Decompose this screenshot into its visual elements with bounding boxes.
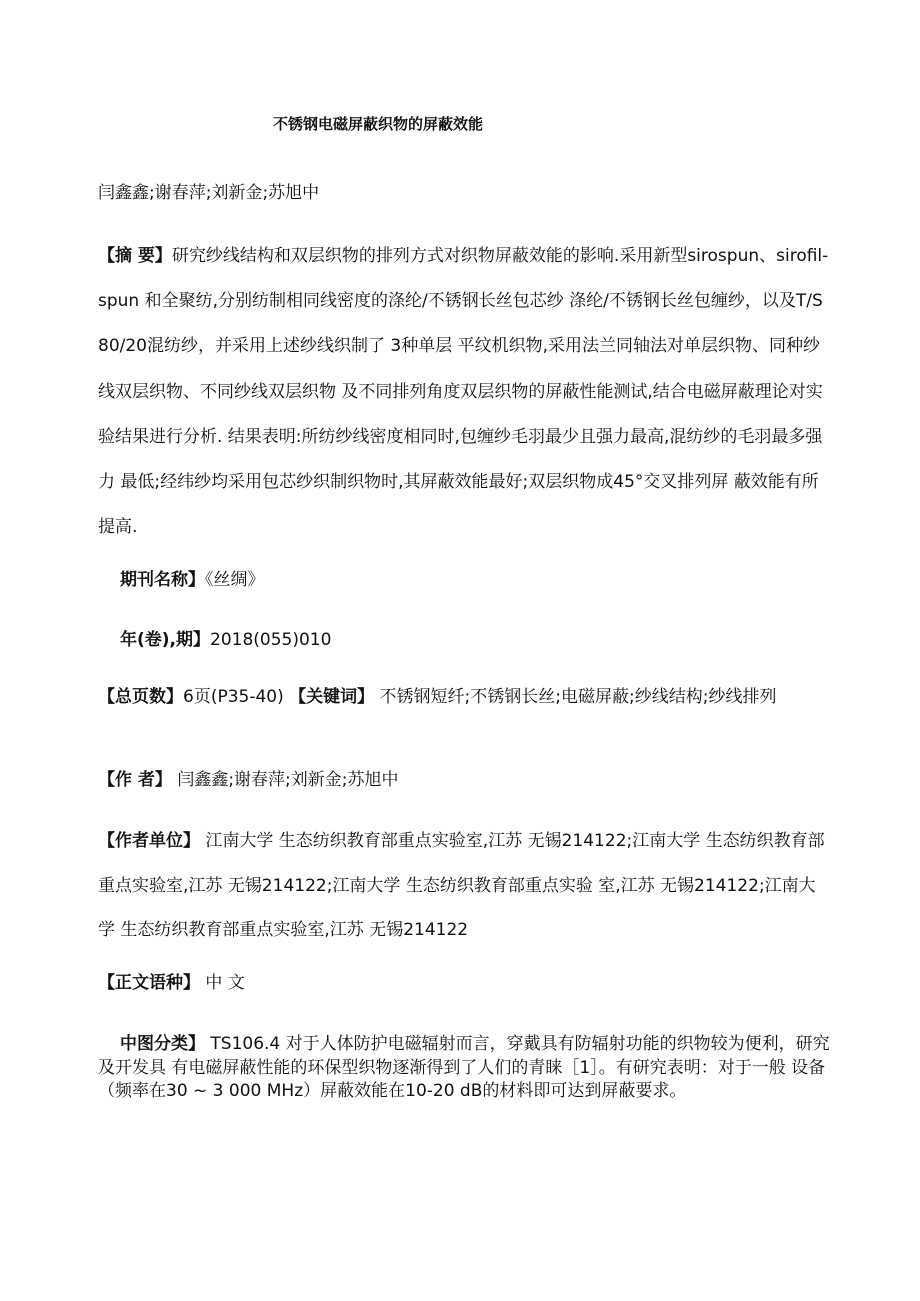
author-row [98,765,399,790]
affiliation-label: 【作者单位】 [98,831,200,851]
pages-label: 【总页数】 [98,687,183,707]
year-label: 年(卷),期】 [120,630,210,650]
affiliation-value: 江南大学 生态纺织教育部重点实验室,江苏 无锡214122;江南大学 生态纺织教育部重点实验室,江苏 无锡214122;江南大学 生态纺织教育部重点实验 室,江苏 无锡214122;江南大学 生态纺织教育部重点实验室,江苏 无锡214122 [98,831,825,940]
author-label: 【作 者】 [98,770,172,790]
author-value: 闫鑫鑫;谢春萍;刘新金;苏旭中 [171,770,399,790]
language-label: 【正文语种】 [98,973,200,993]
year-value: 2018(055)010 [210,630,332,650]
abstract-text: 研究纱线结构和双层织物的排列方式对织物屏蔽效能的影响.采用新型sirospun、sirofil-spun 和全聚纺,分别纺制相同线密度的涤纶/不锈钢长丝包芯纱 涤纶/不锈钢长丝包缠纱，以及T/S 80/20混纺纱，并采用上述纱线织制了 3种单层 平纹机织物,采用法兰同轴法对单层织物、同种纱线双层织物、不同纱线双层织物 及不同排列角度双层织物的屏蔽性能测试,结合电磁屏蔽理论对实验结果进行分析. 结果表明:所纺纱线密度相同时,包缠纱毛羽最少且强力最高,混纺纱的毛羽最多强力 最低;经纬纱均采用包芯纱织制织物时,其屏蔽效能最好;双层织物成45°交叉排列屏 蔽效能有所提高. [98,246,829,538]
document-title: 不锈钢电磁屏蔽织物的屏蔽效能 [272,115,483,133]
classification-value: TS106.4 对于人体防护电磁辐射而言，穿戴具有防辐射功能的织物较为便利，研究及开发具 有电磁屏蔽性能的环保型织物逐渐得到了人们的青睐［1］。有研究表明：对于一般 设备（频率在30 ~ 3 000 MHz）屏蔽效能在10-20 dB的材料即可达到屏蔽要求。 [98,1034,830,1101]
classification-section [98,1033,830,1104]
keywords-label: 【关键词】 [289,687,375,707]
pages-keywords-section [98,686,830,709]
journal-label: 期刊名称】 [120,570,205,590]
year-row [120,625,331,650]
pages-value: 6页(P35-40) [183,687,284,707]
journal-row [120,565,265,590]
abstract-section [98,234,830,550]
language-row [98,968,245,993]
language-value: 中 文 [200,973,245,993]
abstract-label: 【摘 要】 [98,246,172,266]
classification-label: 中图分类】 [120,1034,205,1054]
keywords-value: 不锈钢短纤;不锈钢长丝;电磁屏蔽;纱线结构;纱线排列 [374,687,777,707]
authors-line: 闫鑫鑫;谢春萍;刘新金;苏旭中 [98,183,320,203]
journal-value: 《丝绸》 [205,570,265,590]
affiliation-section [98,819,830,953]
